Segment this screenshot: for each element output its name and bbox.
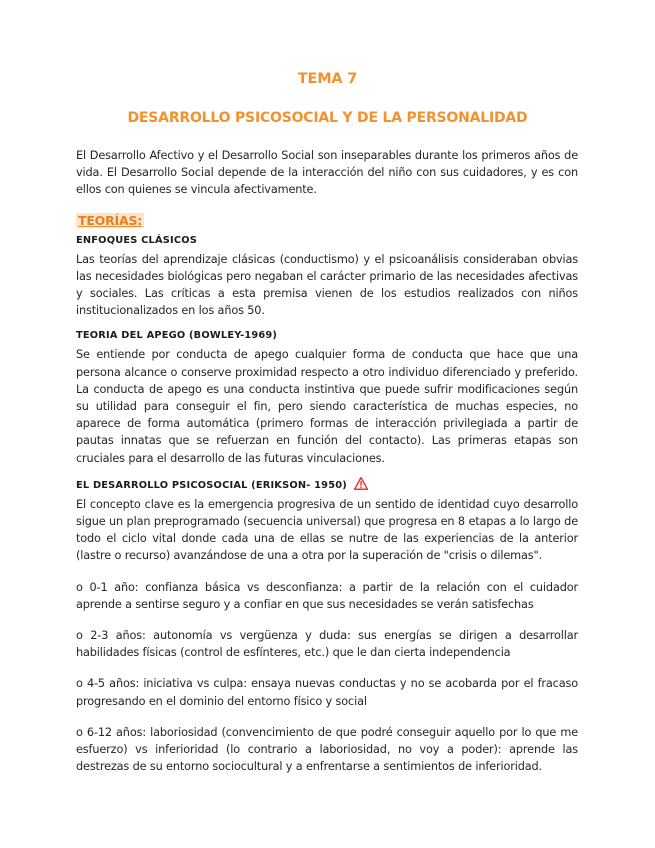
theories-section bbox=[76, 199, 578, 229]
warning-icon bbox=[354, 477, 368, 490]
erikson-text: El concepto clave es la emergencia progresiva de un sentido de identidad cuyo desarrollo sigue un plan preprogramado (secuencia universal) que progresa en 8 etapas a lo largo de todo el ciclo vital donde cada una de ellas se nutre de las experiencias de la anterior (lastre o recurso) avanzándose de una a otra por la superación de "crisis o dilemas". bbox=[76, 497, 578, 563]
page-subtitle: DESARROLLO PSICOSOCIAL Y DE LA PERSONALIDAD bbox=[127, 110, 528, 126]
stage-item: o 6-12 años: laboriosidad (convencimiento de que podré conseguir aquello por lo que me esfuerzo) vs inferioridad (lo contrario a laboriosidad, no voy a poder): aprende las destrezas de su entorno sociocultural y a enfrentarse a sentimientos de inferioridad. bbox=[76, 725, 578, 774]
attachment-theory-text: Se entiende por conducta de apego cualquier forma de conducta que hace que una persona alcance o conserve proximidad respecto a otro individuo diferenciado y preferido. La conducta de apego es una conducta instintiva que puede sufrir modificaciones según su utilidad para conseguir el fin, pero siendo característica de muchas especies, no aparece de forma automática (primero formas de interacción privilegiada a partir de pautas innatas que se refuerzan en función del contacto). Las primeras etapas son cruciales para el desarrollo de las futuras vinculaciones. bbox=[76, 348, 578, 465]
intro-paragraph: El Desarrollo Afectivo y el Desarrollo Social son inseparables durante los primeros años de vida. El Desarrollo Social depende de la interacción del niño con sus cuidadores, y es con ellos con quienes se vincula afectivamente. bbox=[76, 149, 578, 197]
stage-item: o 0-1 año: confianza básica vs desconfianza: a partir de la relación con el cuidador aprende a sentirse seguro y a confiar en que sus necesidades se verán satisfechas bbox=[76, 580, 578, 611]
erikson-heading-label: EL DESARROLLO PSICOSOCIAL (ERIKSON- 1950) bbox=[76, 479, 347, 491]
page-title: TEMA 7 bbox=[297, 71, 358, 87]
theories-heading: TEORÍAS: bbox=[78, 212, 143, 228]
stage-item: o 4-5 años: iniciativa vs culpa: ensaya nuevas conductas y no se acobarda por el fracaso progresando en el dominio del entorno físico y social bbox=[76, 677, 578, 708]
document-body bbox=[76, 147, 578, 775]
erikson-heading bbox=[76, 477, 578, 493]
attachment-theory-heading: TEORIA DEL APEGO (BOWLEY-1969) bbox=[76, 330, 278, 342]
stage-item: o 2-3 años: autonomía vs vergüenza y duda: sus energías se dirigen a desarrollar habilidades físicas (control de esfínteres, etc.) que le dan cierta independencia bbox=[76, 629, 578, 660]
classic-approaches-text: Las teorías del aprendizaje clásicas (conductismo) y el psicoanálisis consideraban obvias las necesidades biológicas pero negaban el carácter primario de las necesidades afectivas y sociales. Las críticas a esta premisa vienen de los estudios realizados con niños institucionalizados en los años 50. bbox=[76, 252, 578, 318]
classic-approaches-heading: ENFOQUES CLÁSICOS bbox=[76, 234, 198, 246]
